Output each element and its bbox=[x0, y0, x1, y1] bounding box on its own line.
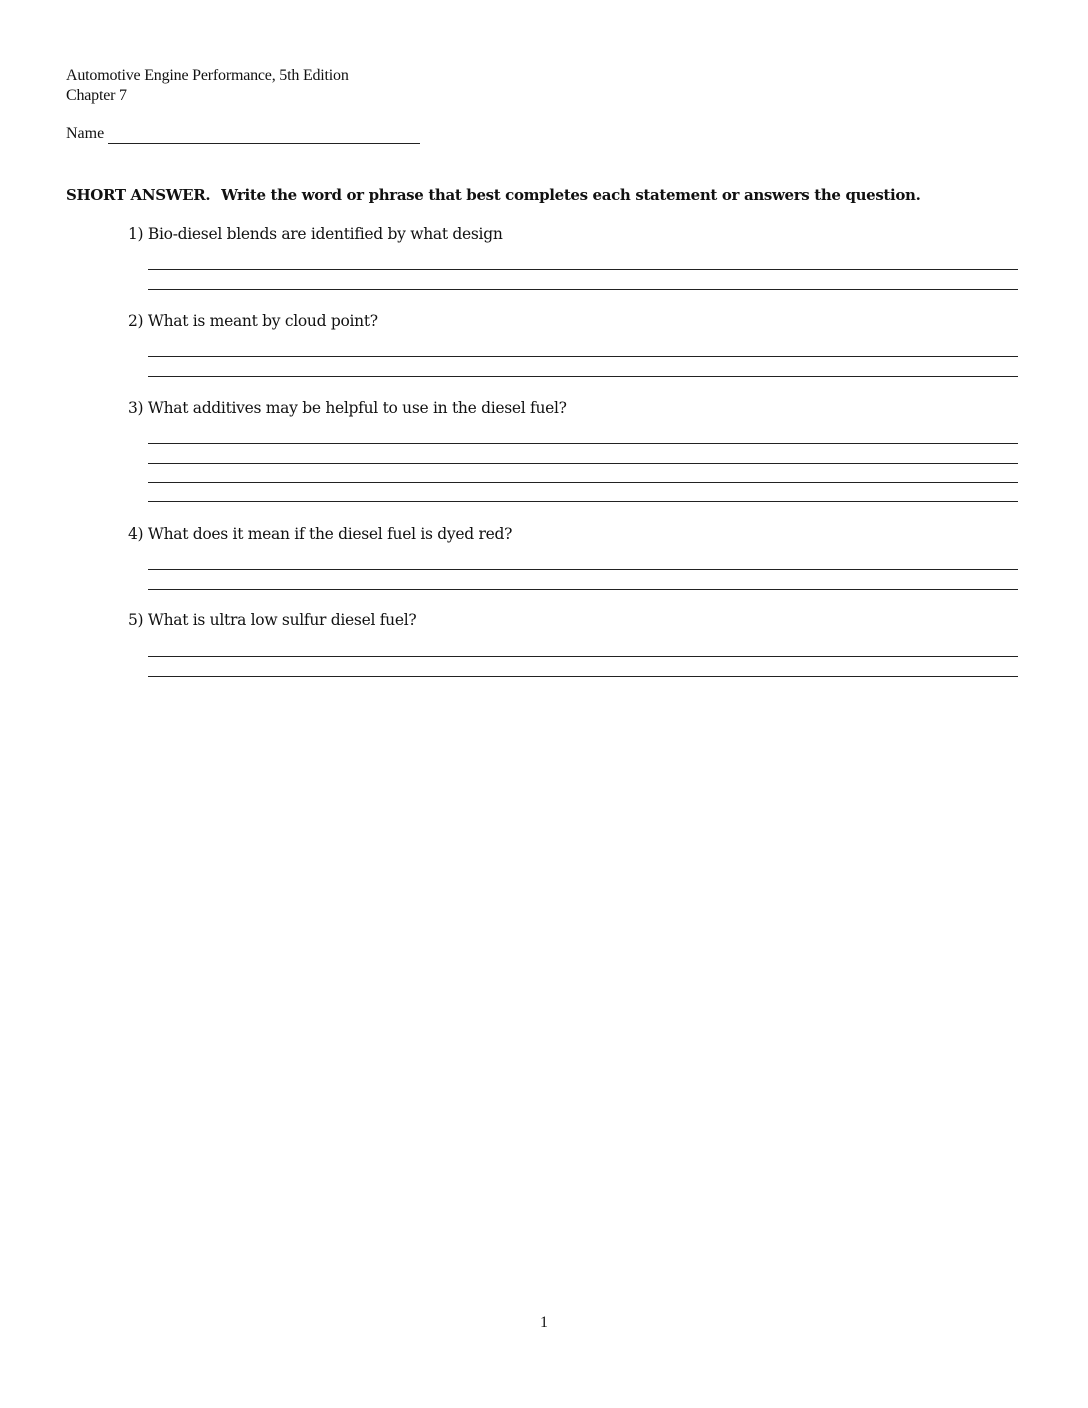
page-number: 1 bbox=[540, 1314, 548, 1331]
instructions-text: Write the word or phrase that best completes each statement or answers the question. bbox=[221, 186, 921, 204]
question-3: 3) What additives may be helpful to use in the diesel fuel? bbox=[128, 399, 567, 417]
answer-line[interactable] bbox=[148, 656, 1018, 657]
answer-line[interactable] bbox=[148, 289, 1018, 290]
answer-line[interactable] bbox=[148, 376, 1018, 377]
question-2: 2) What is meant by cloud point? bbox=[128, 312, 378, 330]
answer-line[interactable] bbox=[148, 463, 1018, 464]
answer-line[interactable] bbox=[148, 269, 1018, 270]
instructions-lead: SHORT ANSWER. bbox=[66, 186, 211, 204]
answer-line[interactable] bbox=[148, 482, 1018, 483]
instructions bbox=[66, 184, 920, 206]
question-5: 5) What is ultra low sulfur diesel fuel? bbox=[128, 611, 417, 629]
answer-line[interactable] bbox=[148, 676, 1018, 677]
name-answer-line[interactable] bbox=[108, 143, 420, 144]
book-title: Automotive Engine Performance, 5th Edition bbox=[66, 67, 349, 84]
answer-line[interactable] bbox=[148, 356, 1018, 357]
question-4: 4) What does it mean if the diesel fuel is dyed red? bbox=[128, 525, 513, 543]
question-1: 1) Bio-diesel blends are identified by what design bbox=[128, 225, 503, 243]
answer-line[interactable] bbox=[148, 589, 1018, 590]
answer-line[interactable] bbox=[148, 443, 1018, 444]
chapter-label: Chapter 7 bbox=[66, 87, 127, 104]
answer-line[interactable] bbox=[148, 501, 1018, 502]
name-label: Name bbox=[66, 125, 105, 142]
answer-line[interactable] bbox=[148, 569, 1018, 570]
